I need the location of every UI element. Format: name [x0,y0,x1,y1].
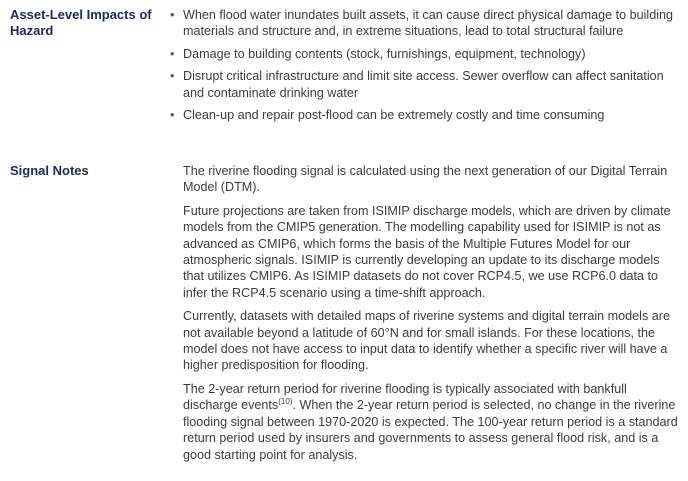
signal-note-paragraph-1: The riverine flooding signal is calculated using the next generation of our Digital Terrain Model (DTM). [183,164,668,195]
impacts-bullet-list [183,7,679,123]
impact-bullet-4: • Clean-up and repair post-flood can be extremely costly and time consuming [183,107,679,123]
impact-bullet-2: • Damage to building contents (stock, furnishings, equipment, technology) [183,46,679,62]
reference-superscript: (10) [278,397,293,407]
signal-notes-body [183,163,679,470]
signal-note-paragraph-3: Currently, datasets with detailed maps of riverine systems and digital terrain models are not available beyond a latitude of 60°N and for small islands. For these locations, the model does not have access to input data to identify whether a specific river will have a higher predisposition for flooding. [183,309,670,373]
signal-note-paragraph-2: Future projections are taken from ISIMIP discharge models, which are driven by climate models from the CMIP5 generation. The modelling capability used for ISIMIP is not as advanced as CMIP6, which forms the basis of the Multiple Futures Model for our atmospheric signals. ISIMIP is currently developing an update to its discharge models that utilizes CMIP6. As ISIMIP datasets do not cover RCP4.5, we use RCP6.0 data to infer the RCP4.5 scenario using a time-shift approach. [183,203,671,300]
signal-note-4-text-end: . When the 2-year return period is selected, no change in the riverine flooding signal between 1970-2020 is expected. The 100-year return period is a standard return period used by insurers and governments to assess general flood risk, and is a good starting point for analysis. [183,398,678,462]
signal-notes-heading: Signal Notes [10,163,89,178]
asset-impacts-body [183,7,679,129]
signal-note-4-text-start: The 2-year return period for riverine flooding is typically associated with bankfull discharge events [183,381,627,413]
signal-note-paragraph-4 [183,381,679,463]
asset-impacts-heading: Asset-Level Impacts of Hazard [10,7,152,38]
impact-bullet-3: • Disrupt critical infrastructure and limit site access. Sewer overflow can affect sanitation and contaminate drinking water [183,68,679,101]
impact-bullet-1: • When flood water inundates built assets, it can cause direct physical damage to building materials and structure and, in extreme situations, lead to total structural failure [183,7,679,40]
